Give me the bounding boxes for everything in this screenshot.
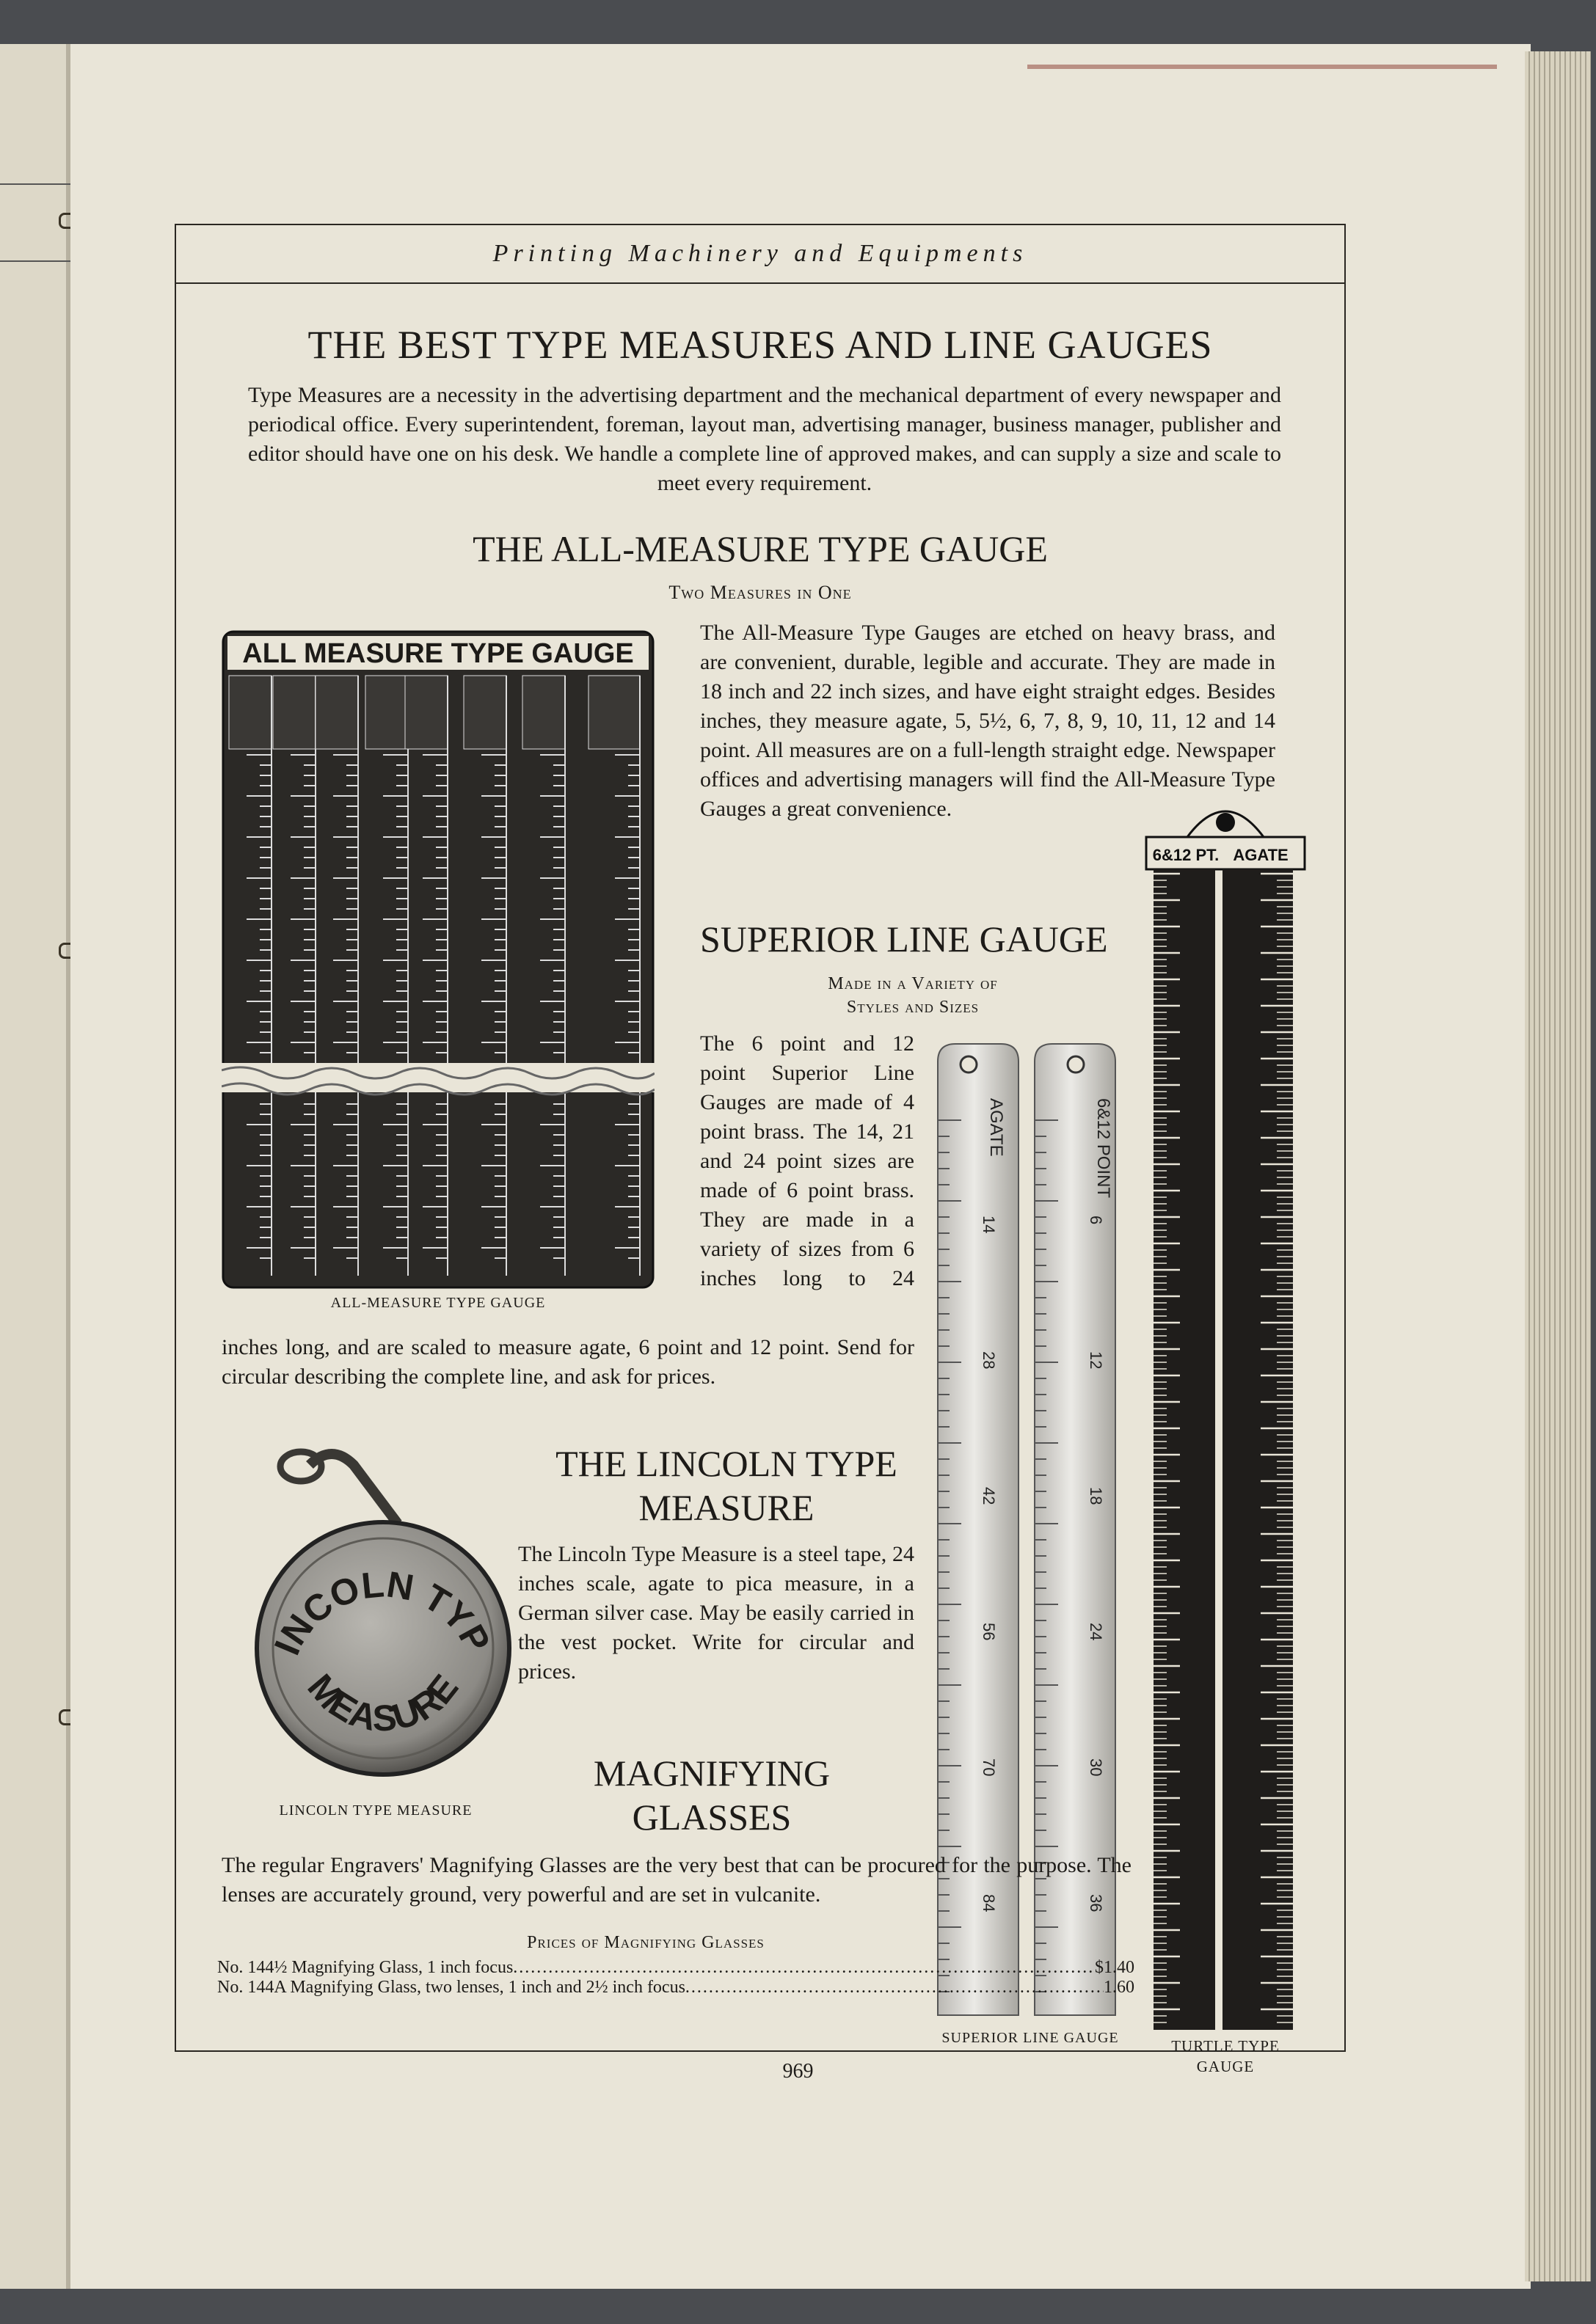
- running-head: Printing Machinery and Equipments: [176, 225, 1344, 284]
- superior-point-mark: 30: [1087, 1758, 1105, 1777]
- price-row: [217, 1958, 1134, 1978]
- superior-text-narrow: The 6 point and 12 point Superior Line Gauges are made of 4 point brass. The 14, 21 and 24 point sizes are made of 6 point brass. They are made in a variety of sizes from 6 inches long to 24: [700, 1031, 914, 1290]
- superior-point-mark: 18: [1087, 1487, 1105, 1505]
- all-measure-caption: ALL-MEASURE TYPE GAUGE: [330, 1295, 546, 1311]
- price-item-name: No. 144½ Magnifying Glass, 1 inch focus: [217, 1958, 514, 1977]
- main-title: THE BEST TYPE MEASURES AND LINE GAUGES: [307, 323, 1213, 367]
- lincoln-tape-measure-image: [214, 1436, 537, 1780]
- superior-agate-mark: 28: [980, 1351, 998, 1370]
- superior-agate-mark: 70: [980, 1758, 998, 1777]
- superior-agate-mark: 42: [980, 1487, 998, 1505]
- all-measure-subheading: Two Measures in One: [668, 582, 852, 603]
- superior-text-wide: inches long, and are scaled to measure agate, 6 point and 12 point. Send for circular describing the complete line, and ask for prices.: [222, 1335, 914, 1389]
- superior-heading: SUPERIOR LINE GAUGE: [700, 918, 1108, 960]
- magnifying-heading: [521, 1751, 903, 1839]
- turtle-caption-line-1: TURTLE TYPE: [1171, 2037, 1280, 2055]
- superior-subheading-line-1: Made in a Variety of: [828, 974, 998, 993]
- all-measure-gauge-image: [222, 630, 655, 1289]
- prices-heading: Prices of Magnifying Glasses: [527, 1933, 765, 1952]
- magnifying-heading-line-2: GLASSES: [632, 1797, 792, 1838]
- superior-agate-label: AGATE: [986, 1098, 1006, 1157]
- price-item-name: No. 144A Magnifying Glass, two lenses, 1 inch and 2½ inch focus: [217, 1978, 685, 1997]
- lincoln-caption: LINCOLN TYPE MEASURE: [279, 1802, 473, 1819]
- superior-agate-mark: 56: [980, 1623, 998, 1641]
- superior-subheading: [700, 972, 1126, 1019]
- price-list: [217, 1958, 1134, 1998]
- svg-text:MEASURE: MEASURE: [299, 1666, 467, 1739]
- lincoln-text: The Lincoln Type Measure is a steel tape, 24 inches scale, agate to pica measure, in a German silver case. May be easily carried in the vest pocket. Write for circular and prices.: [518, 1542, 914, 1684]
- lincoln-heading-line-2: MEASURE: [638, 1487, 815, 1528]
- page-stack-edges: [1525, 51, 1591, 2281]
- lincoln-heading: [521, 1441, 932, 1530]
- price-item-value: 1.60: [1104, 1978, 1134, 1997]
- turtle-header-left: 6&12 PT.: [1152, 846, 1220, 864]
- superior-point-mark: 36: [1087, 1894, 1105, 1912]
- page-number: 969: [782, 2060, 814, 2083]
- lincoln-heading-line-1: THE LINCOLN TYPE: [555, 1443, 897, 1484]
- turtle-caption-line-2: GAUGE: [1196, 2058, 1255, 2075]
- superior-caption: SUPERIOR LINE GAUGE: [941, 2030, 1119, 2046]
- superior-point-mark: 12: [1087, 1351, 1105, 1370]
- turtle-type-gauge-image: [1143, 793, 1308, 2033]
- superior-point-label: 6&12 POINT: [1093, 1098, 1113, 1199]
- price-item-value: $1.40: [1095, 1958, 1134, 1977]
- all-measure-heading: THE ALL-MEASURE TYPE GAUGE: [473, 528, 1048, 569]
- page-top-mark: [1027, 65, 1497, 69]
- magnifying-heading-line-1: MAGNIFYING: [593, 1753, 831, 1794]
- turtle-header-right: AGATE: [1233, 846, 1289, 864]
- left-page-edge: [0, 44, 70, 2289]
- all-measure-text: The All-Measure Type Gauges are etched on heavy brass, and are convenient, durable, legible and accurate. They are made in 18 inch and 22 inch sizes, and have eight straight edges. Besides inches, they measure agate, 5, 5½, 6, 7, 8, 9, 10, 11, 12 and 14 point. All measures are on a full-length straight edge. Newspaper offices and advertising managers will find the All-Measure Type Gauges a great convenience.: [700, 621, 1275, 821]
- superior-point-mark: 24: [1087, 1623, 1105, 1641]
- price-row: [217, 1978, 1134, 1998]
- all-measure-gauge-title: ALL MEASURE TYPE GAUGE: [242, 638, 634, 669]
- intro-paragraph: Type Measures are a necessity in the advertising department and the mechanical department of every newspaper and periodical office. Every superintendent, foreman, layout man, advertising manager, business manager, publisher and editor should have one on his desk. We handle a complete line of approved makes, and can supply a size and scale to meet every requirement.: [248, 383, 1281, 495]
- superior-subheading-line-2: Styles and Sizes: [846, 998, 980, 1017]
- superior-agate-mark: 14: [980, 1216, 998, 1234]
- superior-agate-mark: 84: [980, 1894, 998, 1912]
- svg-text:LINCOLN TYPE: INCOLN TYP: [266, 1563, 499, 1661]
- magnifying-text: The regular Engravers' Magnifying Glasses are the very best that can be procured for the purpose. The lenses are accurately ground, very powerful and are set in vulcanite.: [222, 1853, 1132, 1907]
- superior-point-mark: 6: [1087, 1216, 1105, 1225]
